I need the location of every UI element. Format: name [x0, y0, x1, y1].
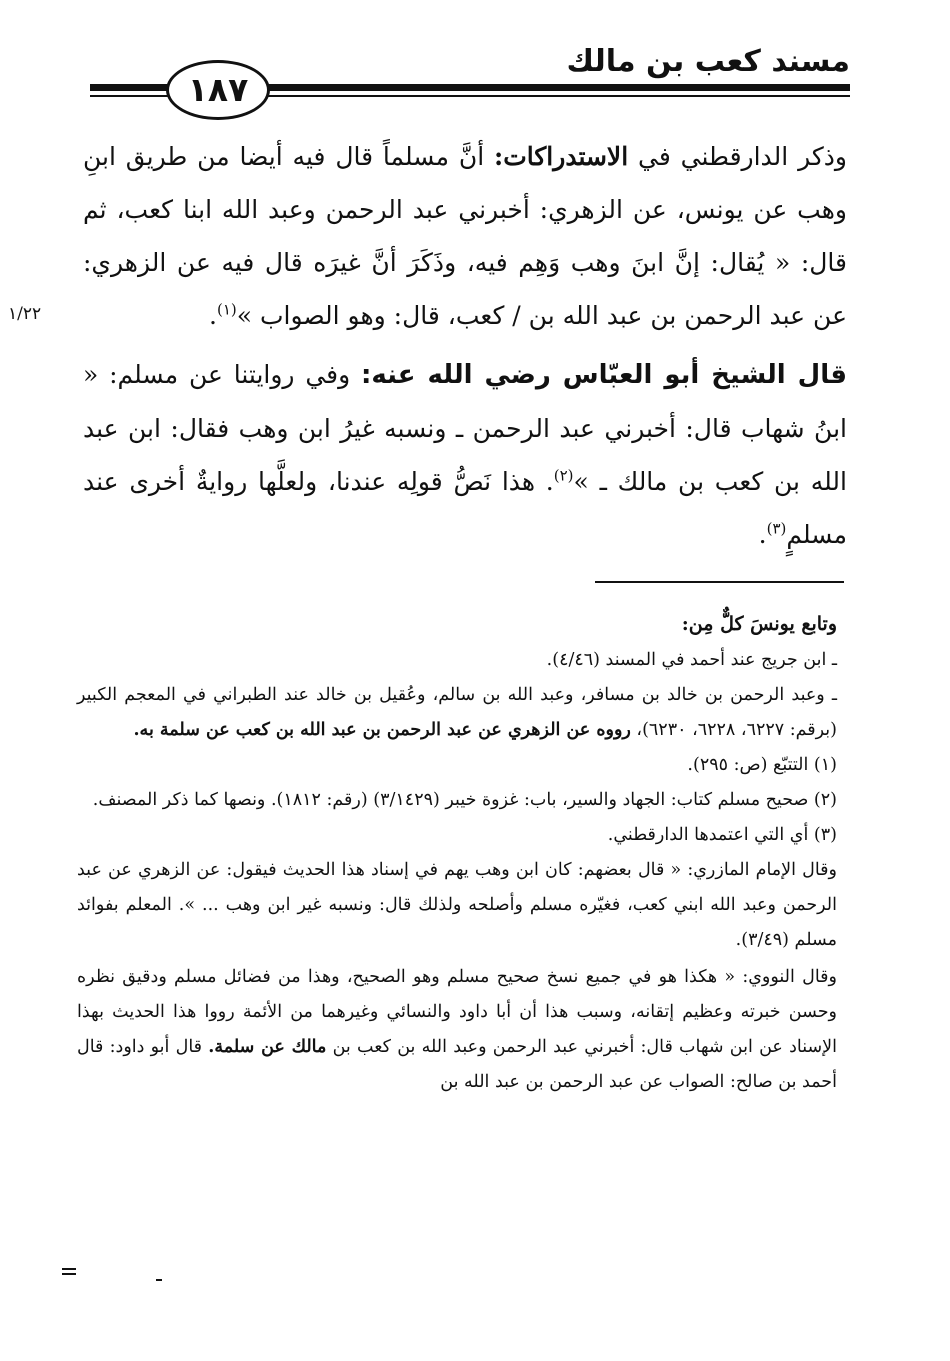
footnote-item [77, 678, 837, 748]
footnote-3: (٣) أي التي اعتمدها الدارقطني. [607, 825, 837, 845]
section-heading: قال الشيخ أبو العبّاس رضي الله عنه: [361, 360, 847, 390]
paragraph [83, 348, 847, 561]
footnote-3-quote-nawawi [77, 960, 837, 1100]
text-run: وذكر الدارقطني في [628, 142, 847, 171]
text-run: أنَّ مسلماً قال فيه أيضا من طريق ابنِ وهب عن يونس، عن الزهري: أخبرني عبد الرحمن وعبد الله ابنا كعب، ثم قال: « يُقال: إنَّ ابنَ وهب وَهِم فيه، وذَكَرَ أنَّ غيرَه قال فيه عن الزهري: عن عبد الرحمن بن عبد الله بن / كعب، قال: وهو الصواب » [83, 142, 847, 330]
text-run: . [209, 301, 217, 330]
bold-text: رووه عن الزهري عن عبد الرحمن بن عبد الله بن كعب عن سلمة به. [133, 720, 631, 740]
text-run: ـ وعبد الرحمن بن خالد بن مسافر، وعبد الله بن سالم، وعُقيل بن خالد عند الطبراني في المعجم الكبير (برقم: ٦٢٢٧، ٦٢٢٨، ٦٢٣٠)، [77, 685, 837, 740]
main-text [83, 130, 847, 561]
footnote-heading: وتابع يونسَ كلٌّ مِن: [681, 613, 837, 635]
footnote-2: (٢) صحيح مسلم كتاب: الجهاد والسير، باب: غزوة خيبر (٣/١٤٢٩) (رقم: ١٨١٢). ونصها كما ذكر المصنف. [92, 790, 837, 810]
margin-note: ١/٢٢ [8, 304, 42, 324]
footnote-separator [595, 581, 844, 583]
footnote-3-quote-mazari: وقال الإمام المازري: « قال بعضهم: كان ابن وهب يهم في إسناد هذا الحديث فيقول: عن الزهري عن عبد الرحمن وعبد الله ابني كعب، فغيّره مسلم وأصلحه ولذلك قال: ونسبه غير ابن وهب ... ». المعلم بفوائد مسلم (٣/٤٩). [77, 860, 837, 950]
paragraph [83, 130, 847, 342]
text-run: وفي روايتنا عن مسلم: « ابنُ شهاب قال: أخبرني عبد الرحمن ـ ونسبه غيرُ ابن وهب فقال: ابن عبد الله بن كعب بن مالك ـ » [83, 360, 847, 496]
text-run: قال أبو داود: قال أحمد بن صالح: الصواب عن عبد الرحمن بن عبد الله بن [77, 1037, 837, 1092]
bold-term: الاستدراكات: [494, 142, 629, 171]
footnote-item: ـ ابن جريج عند أحمد في المسند (٤/٤٦). [546, 650, 837, 670]
text-run: وقال النووي: « هكذا هو في جميع نسخ صحيح مسلم وهو الصحيح، وهذا من فضائل مسلم ودقيق نظره وحسن خبرته وعظيم إتقانه، وسبب هذا أن أبا داود والنسائي وغيرهما من الأئمة رووا هذا الحديث بهذا الإسناد عن ابن شهاب قال: أخبرني عبد الرحمن وعبد الله بن كعب بن [77, 967, 837, 1057]
footnote-ref: (١) [216, 300, 237, 319]
continuation-mark [62, 1268, 76, 1275]
footnote-1: (١) التتبّع (ص: ٢٩٥). [687, 755, 837, 775]
text-run: . هذا نَصُّ قولِه عندنا، ولعلَّها روايةٌ أخرى عند مسلمٍ [83, 467, 847, 549]
bold-text: مالك عن سلمة. [208, 1037, 327, 1057]
text-run: . [758, 520, 767, 549]
footnote-ref: (٣) [766, 519, 787, 538]
page-number: ١٨٧ [166, 60, 270, 120]
running-header-title: مسند كعب بن مالك [566, 44, 850, 79]
footnotes [77, 606, 837, 1100]
footnote-ref: (٢) [553, 466, 574, 485]
continuation-dash [156, 1279, 162, 1281]
